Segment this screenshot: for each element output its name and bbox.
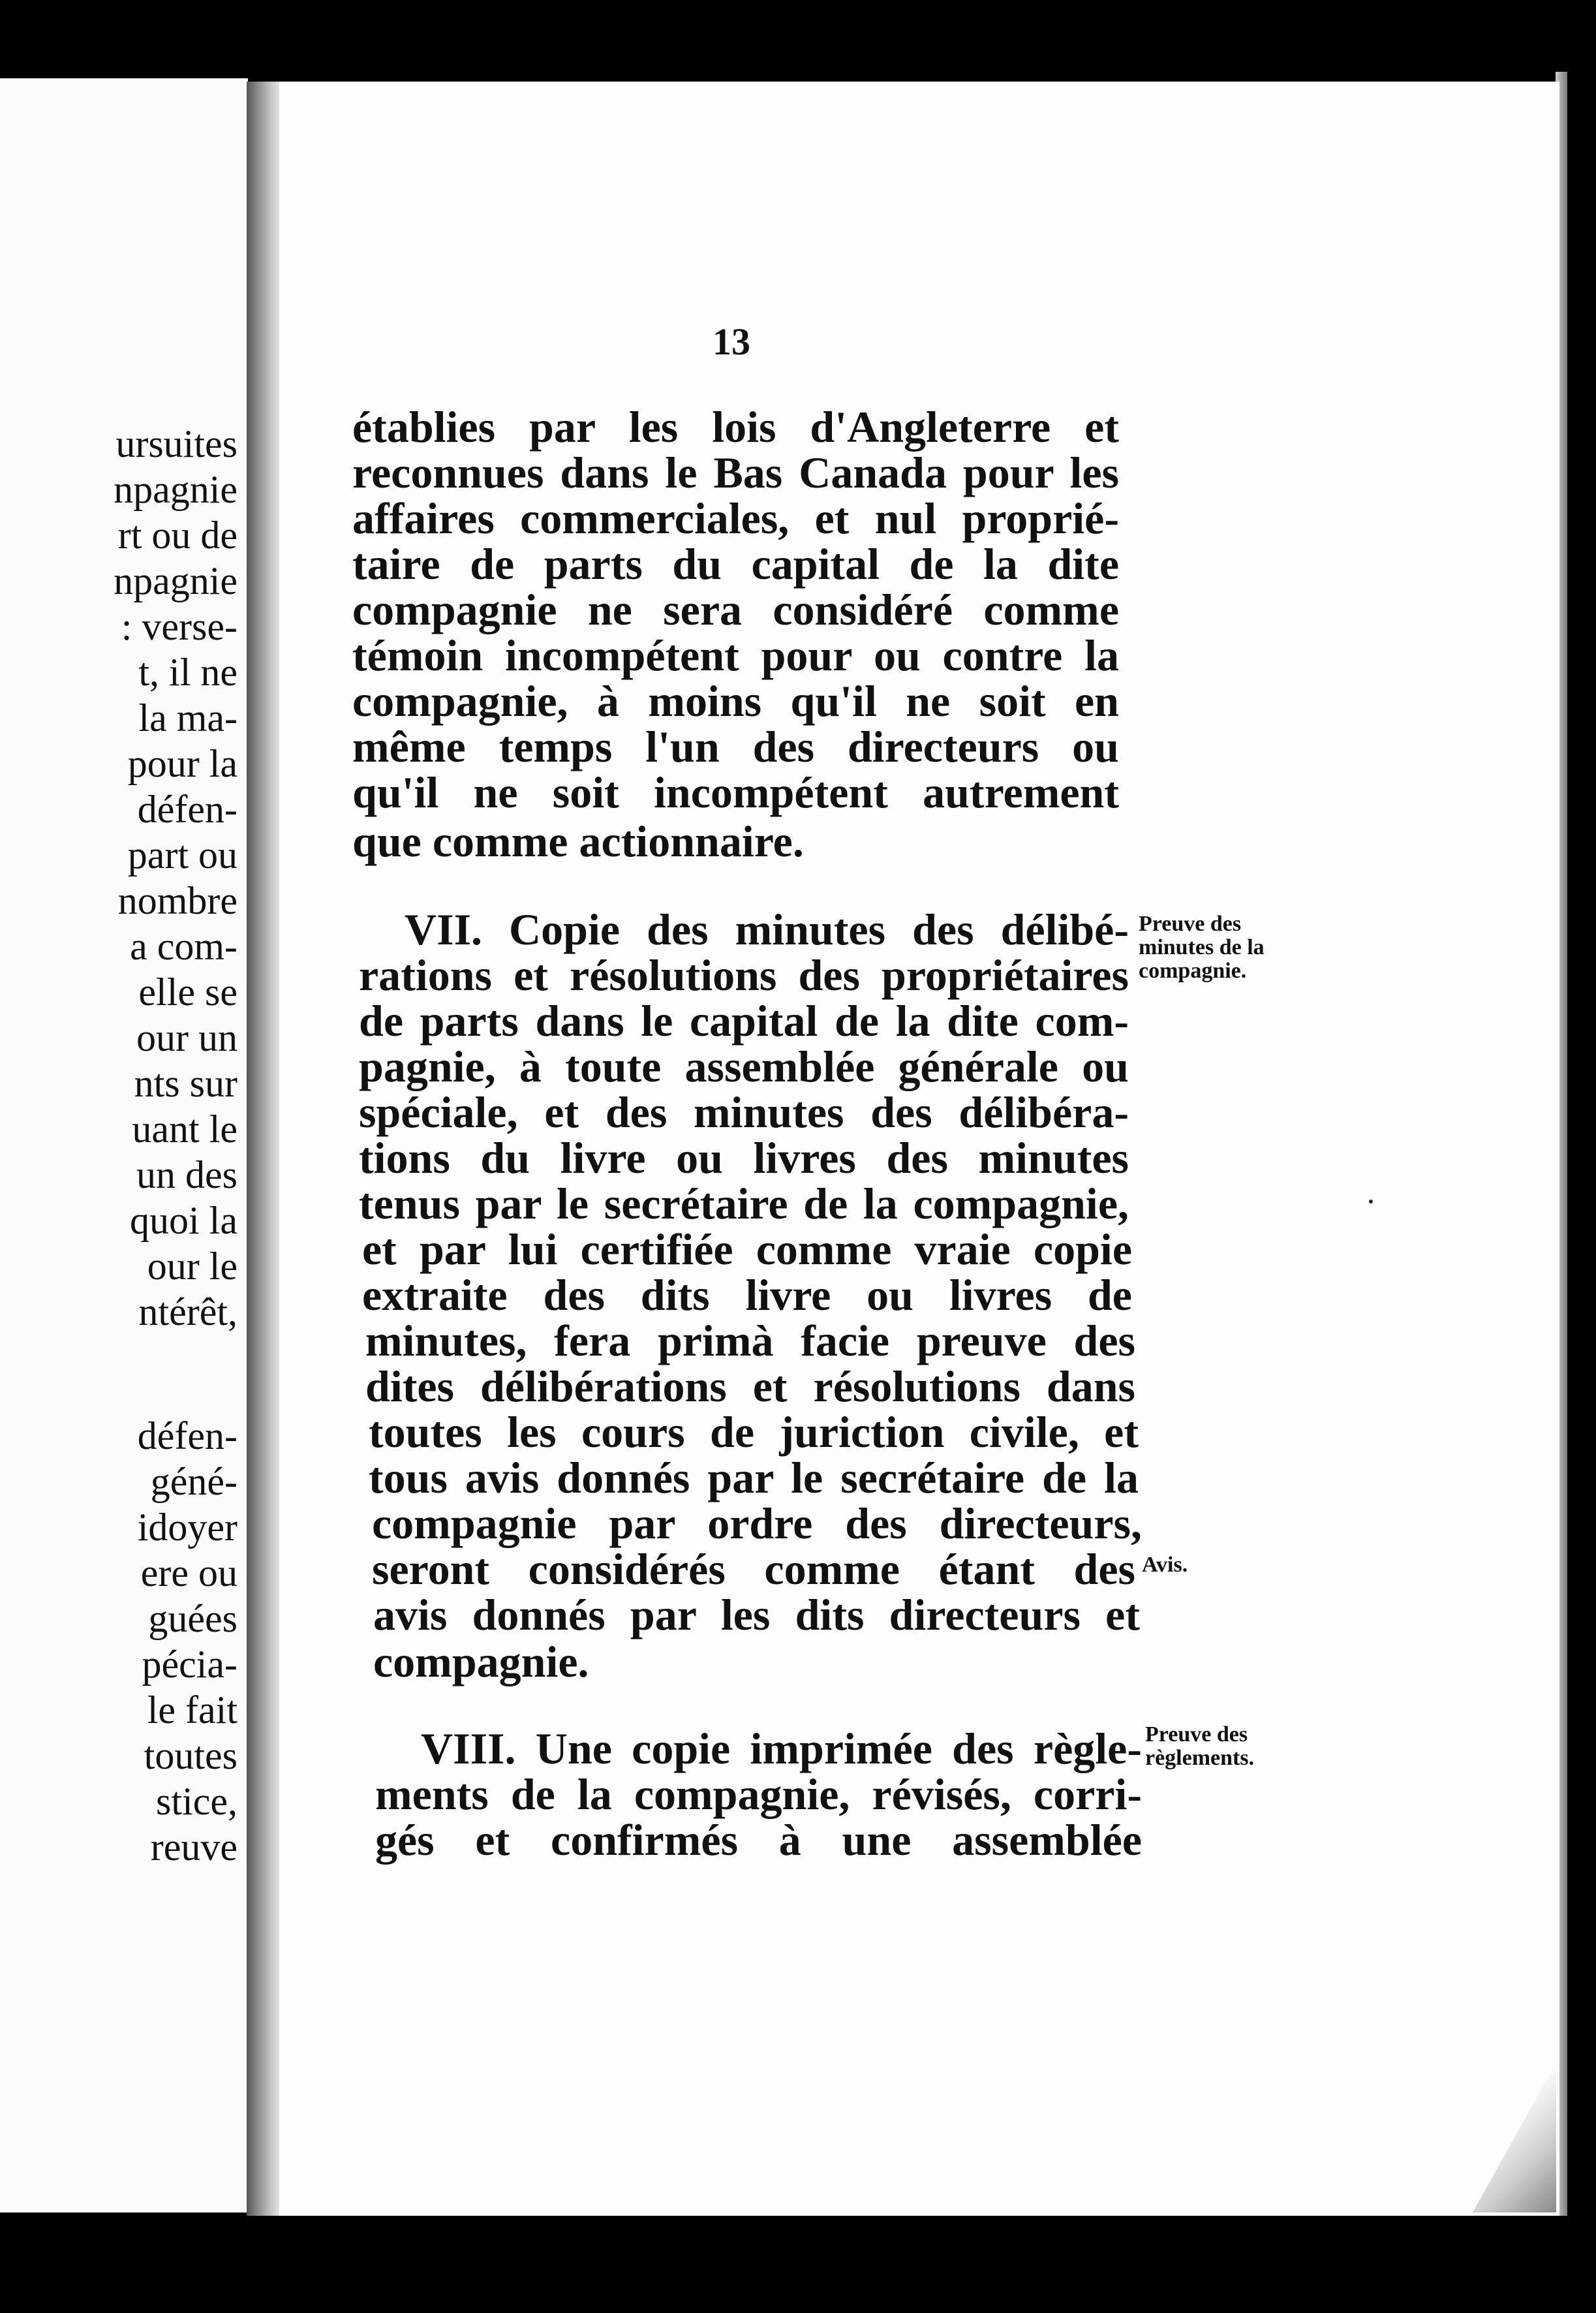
left-fragment: quoi la [130, 1199, 238, 1242]
text-line: avis donnés par les dits directeurs et [373, 1590, 1140, 1639]
text-line: tenus par le secrétaire de la compagnie, [359, 1179, 1129, 1228]
text-line: que comme actionnaire. [352, 816, 804, 866]
margin-note-line: Preuve des [1139, 912, 1242, 936]
margin-note-line: règlements. [1145, 1746, 1255, 1770]
text-line: de parts dans le capital de la dite com- [359, 996, 1129, 1046]
book-gutter [247, 82, 281, 2229]
text-line: établies par les lois d'Angleterre et [352, 402, 1119, 452]
left-fragment: défen- [137, 1414, 238, 1457]
text-line: spéciale, et des minutes des délibéra- [359, 1087, 1129, 1137]
text-line: gés et confirmés à une assemblée [375, 1815, 1142, 1865]
left-fragment: elle se [138, 970, 238, 1014]
left-fragment: uant le [132, 1108, 238, 1151]
left-fragment: défen- [137, 788, 238, 831]
left-fragment: géné- [150, 1460, 238, 1503]
text-line: dites délibérations et résolutions dans [365, 1361, 1135, 1411]
ink-speck [1369, 1200, 1373, 1203]
text-line: tous avis donnés par le secrétaire de la [369, 1453, 1139, 1502]
text-line: pagnie, à toute assemblée générale ou [359, 1042, 1129, 1091]
left-fragment: nombre [117, 879, 238, 922]
left-fragment: guées [148, 1597, 238, 1640]
text-line: compagnie, à moins qu'il ne soit en [352, 676, 1119, 726]
text-line: rations et résolutions des propriétaires [359, 950, 1129, 1000]
left-fragment: toutes [144, 1734, 238, 1777]
text-line: ments de la compagnie, révisés, corri- [375, 1769, 1142, 1819]
page-number: 13 [713, 320, 750, 363]
left-fragment: t, il ne [138, 651, 238, 694]
left-fragment: le fait [147, 1688, 238, 1731]
scan-background [0, 2216, 1596, 2313]
text-line: et par lui certifiée comme vraie copie [362, 1224, 1132, 1274]
text-line: extraite des dits livre ou livres de [362, 1270, 1132, 1320]
left-fragment: un des [136, 1153, 238, 1196]
text-line: tions du livre ou livres des minutes [359, 1133, 1129, 1183]
left-fragment: nts sur [134, 1062, 238, 1105]
text-line: qu'il ne soit incompétent autrement [352, 768, 1119, 817]
left-page [0, 78, 248, 2212]
left-fragment: ntérêt, [138, 1290, 238, 1333]
left-fragment: npagnie [114, 559, 238, 602]
text-line: reconnues dans le Bas Canada pour les [352, 448, 1119, 497]
margin-note-line: Preuve des [1145, 1722, 1248, 1746]
text-line: même temps l'un des directeurs ou [352, 722, 1119, 771]
margin-note-line: Avis. [1142, 1553, 1188, 1577]
text-line: témoin incompétent pour ou contre la [352, 630, 1119, 680]
left-fragment: our un [136, 1016, 238, 1059]
text-line: affaires commerciales, et nul proprié- [352, 493, 1119, 543]
text-line: compagnie. [373, 1637, 589, 1686]
left-fragment: part ou [127, 833, 238, 877]
margin-note-line: minutes de la [1139, 935, 1265, 959]
left-fragment: la ma- [138, 696, 238, 739]
text-line: VIII. Une copie imprimée des règle- [421, 1724, 1142, 1773]
left-fragment: ursuites [115, 422, 238, 465]
left-fragment: idoyer [137, 1506, 238, 1549]
left-fragment: reuve [150, 1825, 238, 1869]
text-line: minutes, fera primà facie preuve des [365, 1316, 1135, 1365]
left-fragment: rt ou de [117, 514, 238, 557]
left-fragment: pécia- [142, 1643, 238, 1686]
left-fragment: our le [147, 1245, 238, 1288]
left-fragment: pour la [127, 742, 238, 785]
left-fragment: stice, [156, 1780, 238, 1823]
text-line: compagnie ne sera considéré comme [352, 585, 1119, 634]
left-fragment: : verse- [121, 605, 238, 648]
text-line: VII. Copie des minutes des délibé- [405, 905, 1129, 954]
text-line: toutes les cours de juriction civile, et [369, 1407, 1139, 1457]
left-fragment: a com- [130, 925, 238, 968]
left-fragment: ere ou [140, 1551, 238, 1594]
text-line: taire de parts du capital de la dite [352, 539, 1119, 589]
left-fragment: npagnie [114, 468, 238, 511]
text-line: seront considérés comme étant des [372, 1544, 1135, 1594]
text-line: compagnie par ordre des directeurs, [372, 1498, 1142, 1548]
margin-note-line: compagnie. [1139, 959, 1247, 983]
